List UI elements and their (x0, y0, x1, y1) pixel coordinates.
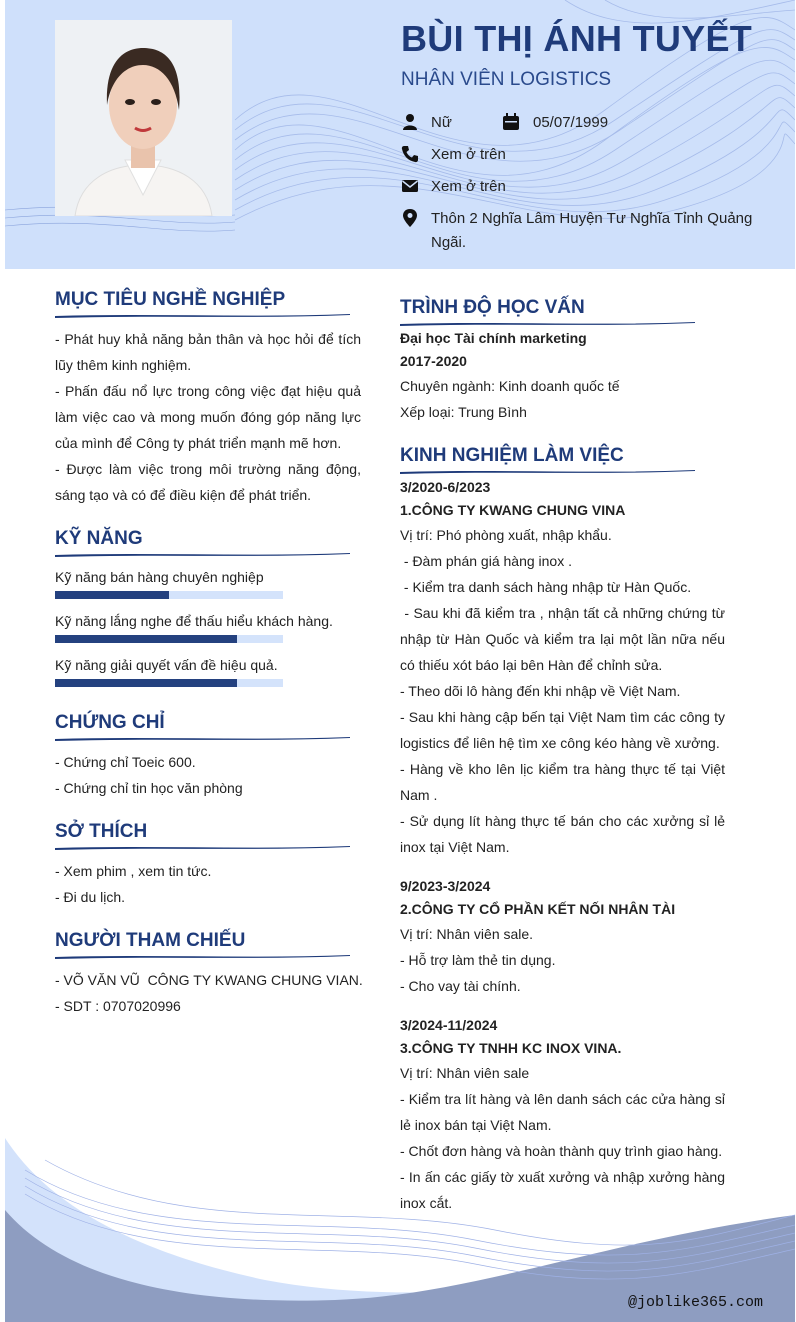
skill-bar (55, 591, 283, 599)
skills-underline (55, 551, 350, 557)
skill-bar-fill (55, 591, 169, 599)
address-value: Thôn 2 Nghĩa Lâm Huyện Tư Nghĩa Tỉnh Quảng Ngãi. (431, 210, 753, 251)
footer-credit: @joblike365.com (628, 1294, 764, 1311)
job-line: Vị trí: Nhân viên sale. (400, 926, 534, 942)
calendar-icon (502, 113, 520, 131)
gender-value: Nữ (431, 114, 452, 131)
education-period: 2017-2020 (400, 353, 467, 369)
references-underline (55, 953, 350, 959)
candidate-name: BÙI THỊ ÁNH TUYẾT (401, 18, 753, 59)
job-line: - Kiểm tra danh sách hàng nhập từ Hàn Quốc. (400, 579, 692, 595)
objective-line: - Được làm việc trong môi trường năng động, sáng tạo và có để điều kiện để phát triển. (55, 461, 361, 503)
profile-photo (55, 20, 232, 216)
skill-label: Kỹ năng bán hàng chuyên nghiệp (55, 569, 264, 585)
job-line: - Kiểm tra lít hàng và lên danh sách các cửa hàng sỉ lẻ inox bán tại Việt Nam. (400, 1091, 725, 1133)
objective-text (55, 326, 361, 508)
certificates-title: CHỨNG CHỈ (55, 712, 165, 733)
certificates-underline (55, 735, 350, 741)
experience-title: KINH NGHIỆM LÀM VIỆC (400, 445, 624, 466)
education-block (400, 327, 730, 425)
education-underline (400, 320, 695, 326)
job-line: - Đàm phán giá hàng inox . (400, 553, 572, 569)
job-line: - Theo dõi lô hàng đến khi nhập về Việt Nam. (400, 683, 681, 699)
job-line: - Cho vay tài chính. (400, 978, 521, 994)
skill-label: Kỹ năng giải quyết vấn đề hiệu quả. (55, 657, 278, 673)
envelope-icon (401, 177, 419, 195)
objective-line: - Phấn đấu nổ lực trong công việc đạt hiệu quả làm việc cao và mong muốn đóng góp năng lực của mình để Công ty phát triển mạnh mẽ hơn. (55, 383, 361, 451)
job-title: NHÂN VIÊN LOGISTICS (401, 69, 612, 90)
header (5, 0, 795, 269)
job-period: 3/2024-11/2024 (400, 1017, 498, 1033)
phone-row (401, 143, 701, 167)
email-value: Xem ở trên (431, 178, 506, 195)
skill-bar-fill (55, 635, 237, 643)
certificates-text (55, 749, 361, 801)
job-line: - Sử dụng lít hàng thực tế bán cho các xưởng sỉ lẻ inox tại Việt Nam. (400, 813, 725, 855)
education-major: Chuyên ngành: Kinh doanh quốc tế (400, 378, 620, 394)
job-block (400, 875, 725, 999)
job-line: Vị trí: Phó phòng xuất, nhập khẩu. (400, 527, 612, 543)
certificate-item: - Chứng chỉ tin học văn phòng (55, 780, 243, 796)
objective-title: MỤC TIÊU NGHỀ NGHIỆP (55, 289, 286, 310)
job-line: - In ấn các giấy tờ xuất xưởng và nhập xưởng hàng inox cắt. (400, 1169, 725, 1211)
email-row (401, 175, 701, 199)
job-line: - Sau khi đã kiểm tra , nhận tất cả những chứng từ nhập từ Hàn Quốc và kiểm tra lại một lần nữa nếu có thiếu xót báo lại bên Hàn để chỉnh sửa. (400, 605, 729, 673)
gender-row (401, 111, 501, 135)
cv-page (5, 0, 795, 1322)
job-line: - Hàng về kho lên lịc kiểm tra hàng thực tế tại Việt Nam . (400, 761, 725, 803)
education-rank: Xếp loại: Trung Bình (400, 404, 527, 420)
phone-icon (401, 145, 419, 163)
user-icon (401, 113, 419, 131)
job-period: 9/2023-3/2024 (400, 878, 491, 894)
reference-item: - VÕ VĂN VŨ CÔNG TY KWANG CHUNG VIAN. (55, 972, 363, 988)
objective-line: - Phát huy khả năng bản thân và học hỏi để tích lũy thêm kinh nghiệm. (55, 331, 361, 373)
references-title: NGƯỜI THAM CHIẾU (55, 930, 246, 951)
job-line: - Chốt đơn hàng và hoàn thành quy trình giao hàng. (400, 1143, 723, 1159)
birthday-value: 05/07/1999 (533, 114, 609, 131)
skills-title: KỸ NĂNG (55, 528, 143, 549)
references-text (55, 967, 375, 1019)
hobbies-underline (55, 844, 350, 850)
hobby-item: - Đi du lịch. (55, 889, 126, 905)
phone-value: Xem ở trên (431, 146, 506, 163)
job-company: 2.CÔNG TY CỔ PHẦN KẾT NỐI NHÂN TÀI (400, 901, 676, 917)
skill-bar (55, 679, 283, 687)
job-company: 1.CÔNG TY KWANG CHUNG VINA (400, 502, 626, 518)
job-line: - Sau khi hàng cập bến tại Việt Nam tìm các công ty logistics để liên hệ tìm xe công kéo hàng về xưởng. (400, 709, 725, 751)
hobby-item: - Xem phim , xem tin tức. (55, 863, 212, 879)
job-line: Vị trí: Nhân viên sale (400, 1065, 530, 1081)
job-company: 3.CÔNG TY TNHH KC INOX VINA. (400, 1040, 622, 1056)
birthday-row (502, 111, 662, 135)
location-pin-icon (401, 209, 419, 227)
objective-underline (55, 312, 350, 318)
experience-underline (400, 468, 695, 474)
certificate-item: - Chứng chỉ Toeic 600. (55, 754, 196, 770)
hobbies-title: SỞ THÍCH (55, 821, 148, 842)
job-block (400, 476, 729, 860)
skill-bar-fill (55, 679, 237, 687)
education-school: Đại học Tài chính marketing (400, 330, 587, 346)
address-row (401, 207, 771, 257)
job-period: 3/2020-6/2023 (400, 479, 491, 495)
job-line: - Hỗ trợ làm thẻ tin dụng. (400, 952, 556, 968)
skill-label: Kỹ năng lắng nghe để thấu hiểu khách hàng. (55, 613, 333, 629)
reference-item: - SDT : 0707020996 (55, 998, 181, 1014)
hobbies-text (55, 858, 361, 910)
education-title: TRÌNH ĐỘ HỌC VẤN (400, 297, 585, 318)
skill-bar (55, 635, 283, 643)
